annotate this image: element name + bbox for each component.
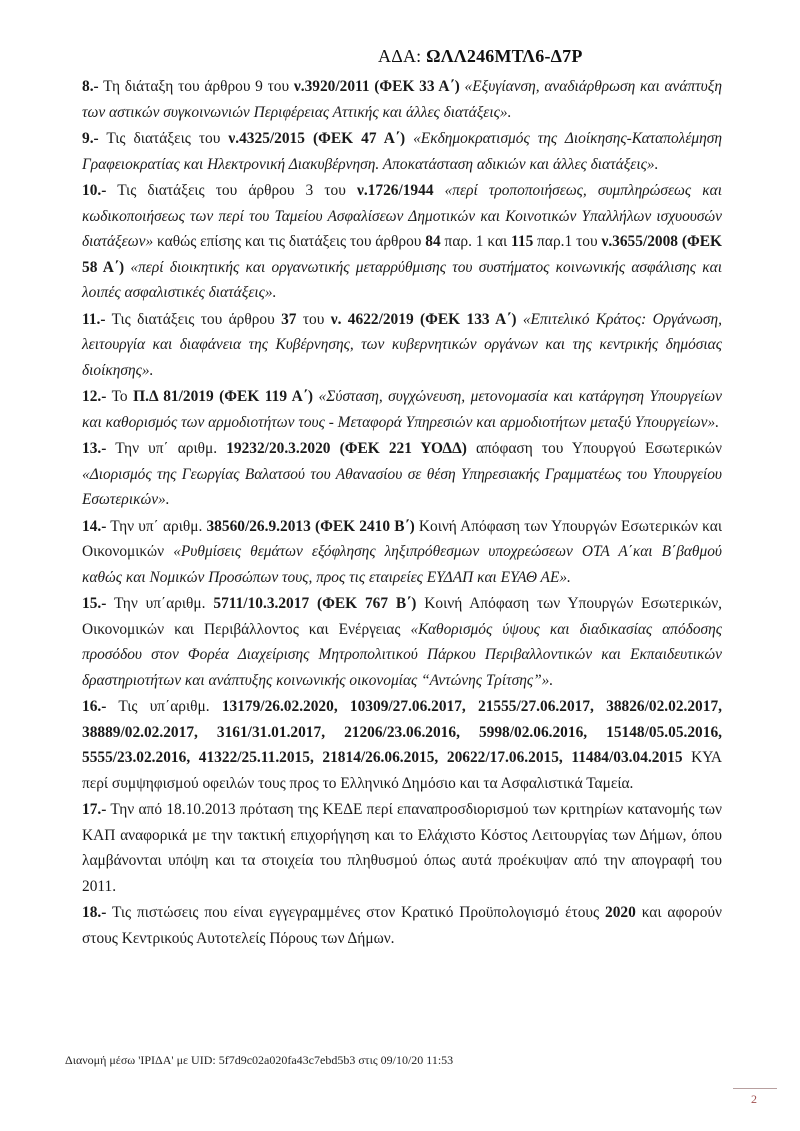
paragraph-number: 18.- (82, 904, 107, 921)
distribution-footer: Διανομή μέσω 'ΙΡΙΔΑ' με UID: 5f7d9c02a020fa43c7ebd5b3 στις 09/10/20 11:53 (65, 1053, 454, 1067)
paragraph-number: 12.- (82, 388, 107, 405)
paragraph-text: του (296, 310, 331, 328)
quoted-title: «Επιτελικό Κράτος: Οργάνωση, λειτουργία και διαφάνεια της Κυβέρνησης, των κυβερνητικών οργάνων και της κεντρικής δημόσιας διοίκησης». (82, 310, 722, 379)
law-citation: 115 (511, 233, 534, 250)
paragraph-number: 13.- (82, 440, 107, 457)
page-number: 2 (751, 1092, 757, 1106)
quoted-title: «Εκδημοκρατισμός της Διοίκησης-Καταπολέμηση Γραφειοκρατίας και Ηλεκτρονική Διακυβέρνηση. Αποκατάσταση αδικιών και άλλες διατάξεις». (82, 130, 722, 173)
law-citation: 2020 (605, 904, 636, 921)
paragraph-number: 15.- (82, 595, 107, 612)
quoted-title: «Καθορισμός ύψους και διαδικασίας απόδοσης προσόδου στον Φορέα Διαχείρισης Μητροπολιτικού Πάρκου Περιβαλλοντικών και Εκπαιδευτικών δραστηριοτήτων και ανάπτυξης κοινωνικής οικονομίας “Αντώνης Τρίτσης”». (82, 620, 722, 689)
paragraph-text: Την υπ΄ αριθμ. (106, 440, 227, 457)
paragraph-text: Τις υπ΄αριθμ. (106, 698, 222, 715)
paragraph-text: απόφαση του Υπουργού Εσωτερικών (466, 440, 722, 457)
paragraph-number: 17.- (82, 801, 107, 818)
paragraph-text: Την από 18.10.2013 πρόταση της ΚΕΔΕ περί επαναπροσδιορισμού των κριτηρίων κατανομής των ΚΑΠ αναφορικά με την τακτική επιχορήγηση και το Ελάχιστο Κόστος Λειτουργίας των Δήμων, όπου λαμβάνονται υπόψη και τα στοιχεία του πληθυσμού όπως αυτά προέκυψαν από την απογραφή του 2011. (82, 801, 722, 895)
paragraph-text: Το (106, 388, 134, 405)
paragraph-text: Κοινή Απόφαση των Υπουργών Εσωτερικών, Οικονομικών και Περιβάλλοντος και Ενέργειας (82, 595, 723, 638)
paragraph-text: παρ.1 του (533, 233, 602, 250)
legal-reference-paragraph (82, 797, 722, 899)
paragraph-text: Τις διατάξεις του άρθρου 3 του (106, 182, 357, 199)
paragraph-text: και αφορούν στους Κεντρικούς Αυτοτελείς Πόρους των Δήμων. (82, 904, 722, 947)
paragraph-text: Τη διάταξη του άρθρου 9 του (98, 78, 294, 95)
legal-reference-paragraph (82, 178, 722, 306)
legal-reference-paragraph (82, 694, 722, 796)
ada-label: ΑΔΑ: (378, 46, 422, 66)
quoted-title: «περί διοικητικής και οργανωτικής μεταρρύθμισης του συστήματος κοινωνικής ασφάλισης και λοιπές ασφαλιστικές διατάξεις». (82, 258, 722, 301)
legal-reference-paragraph (82, 126, 722, 177)
quoted-title: «περί τροποποιήσεως, συμπληρώσεως και κωδικοποιήσεως των περί του Ταμείου Ασφαλίσεων Δημοτικών και Κοινοτικών Υπαλλήλων ισχυουσών διατάξεων» (82, 182, 722, 250)
law-citation: 5711/10.3.2017 (ΦΕΚ 767 Β΄) (213, 595, 417, 612)
legal-reference-paragraph (82, 900, 722, 951)
law-citation: 19232/20.3.2020 (ΦΕΚ 221 ΥΟΔΔ) (226, 440, 467, 457)
legal-reference-paragraph (82, 384, 722, 435)
law-citation: ν.3655/2008 (ΦΕΚ 58 Α΄) (82, 233, 722, 276)
paragraph-text: Τις πιστώσεις που είναι εγγεγραμμένες στον Κρατικό Προϋπολογισμό έτους (106, 904, 606, 921)
paragraph-text: ΚΥΑ περί συμψηφισμού οφειλών τους προς το Ελληνικό Δημόσιο και τα Ασφαλιστικά Ταμεία. (82, 749, 722, 792)
law-citation: 84 (425, 233, 441, 250)
law-citation: ν. 4622/2019 (ΦΕΚ 133 Α΄) (330, 310, 517, 328)
paragraph-number: 14.- (82, 517, 107, 535)
law-citation: 37 (281, 310, 297, 328)
paragraph-text: Τις διατάξεις του άρθρου (105, 310, 282, 328)
legal-reference-paragraph (82, 436, 722, 513)
paragraph-text: παρ. 1 και (440, 233, 512, 250)
paragraph-text: καθώς επίσης και τις διατάξεις του άρθρου (153, 233, 426, 250)
quoted-title: «Διορισμός της Γεωργίας Βαλατσού του Αθανασίου σε θέση Υπηρεσιακής Γραμματέως του Υπουργείου Εσωτερικών». (82, 465, 722, 508)
paragraph-text: Την υπ΄αριθμ. (106, 595, 214, 612)
law-citation: 13179/26.02.2020, 10309/27.06.2017, 21555/27.06.2017, 38826/02.02.2017, 38889/02.02.2017, 3161/31.01.2017, 21206/23.06.2016, 5998/02.06.2016, 15148/05.05.2016, 5555/23.02.2016, 41322/25.11.2015, 21814/26.06.2015, 20622/17.06.2015, 11484/03.04.2015 (82, 698, 722, 766)
paragraph-number: 9.- (82, 130, 99, 147)
law-citation: ν.1726/1944 (356, 182, 434, 199)
law-citation: Π.Δ 81/2019 (ΦΕΚ 119 Α΄) (133, 388, 314, 405)
quoted-title: «Σύσταση, συγχώνευση, μετονομασία και κατάργηση Υπουργείων και καθορισμός των αρμοδιοτήτων τους - Μεταφορά Υπηρεσιών και αρμοδιοτήτων μεταξύ Υπουργείων». (82, 388, 722, 431)
law-citation: ν.3920/2011 (ΦΕΚ 33 Α΄) (293, 78, 460, 95)
legal-reference-paragraph (82, 514, 722, 591)
paragraph-number: 8.- (82, 78, 99, 95)
ada-code: ΩΛΛ246ΜΤΛ6-Δ7Ρ (426, 46, 583, 66)
paragraph-number: 10.- (82, 182, 107, 199)
quoted-title: «Ρυθμίσεις θεμάτων εξόφλησης ληξιπρόθεσμων υποχρεώσεων ΟΤΑ Α΄και Β΄βαθμού καθώς και Νομικών Προσώπων τους, προς τις εταιρείες ΕΥΔΑΠ και ΕΥΑΘ ΑΕ». (82, 543, 722, 586)
paragraph-number: 16.- (82, 698, 107, 715)
law-citation: 38560/26.9.2013 (ΦΕΚ 2410 Β΄) (206, 517, 415, 535)
legal-reference-paragraph (82, 591, 722, 693)
paragraph-number: 11.- (82, 310, 106, 328)
document-body (82, 74, 722, 952)
paragraph-text: Την υπ΄ αριθμ. (106, 517, 207, 535)
legal-reference-paragraph (82, 307, 722, 384)
quoted-title: «Εξυγίανση, αναδιάρθρωση και ανάπτυξη των αστικών συγκοινωνιών Περιφέρειας Αττικής και άλλες διατάξεις». (82, 78, 722, 121)
paragraph-text: Τις διατάξεις του (98, 130, 229, 147)
page-number-divider (733, 1088, 777, 1089)
law-citation: ν.4325/2015 (ΦΕΚ 47 Α΄) (228, 130, 406, 147)
legal-reference-paragraph (82, 74, 722, 125)
ada-header (378, 46, 583, 67)
paragraph-text: Κοινή Απόφαση των Υπουργών Εσωτερικών και Οικονομικών (82, 517, 722, 560)
